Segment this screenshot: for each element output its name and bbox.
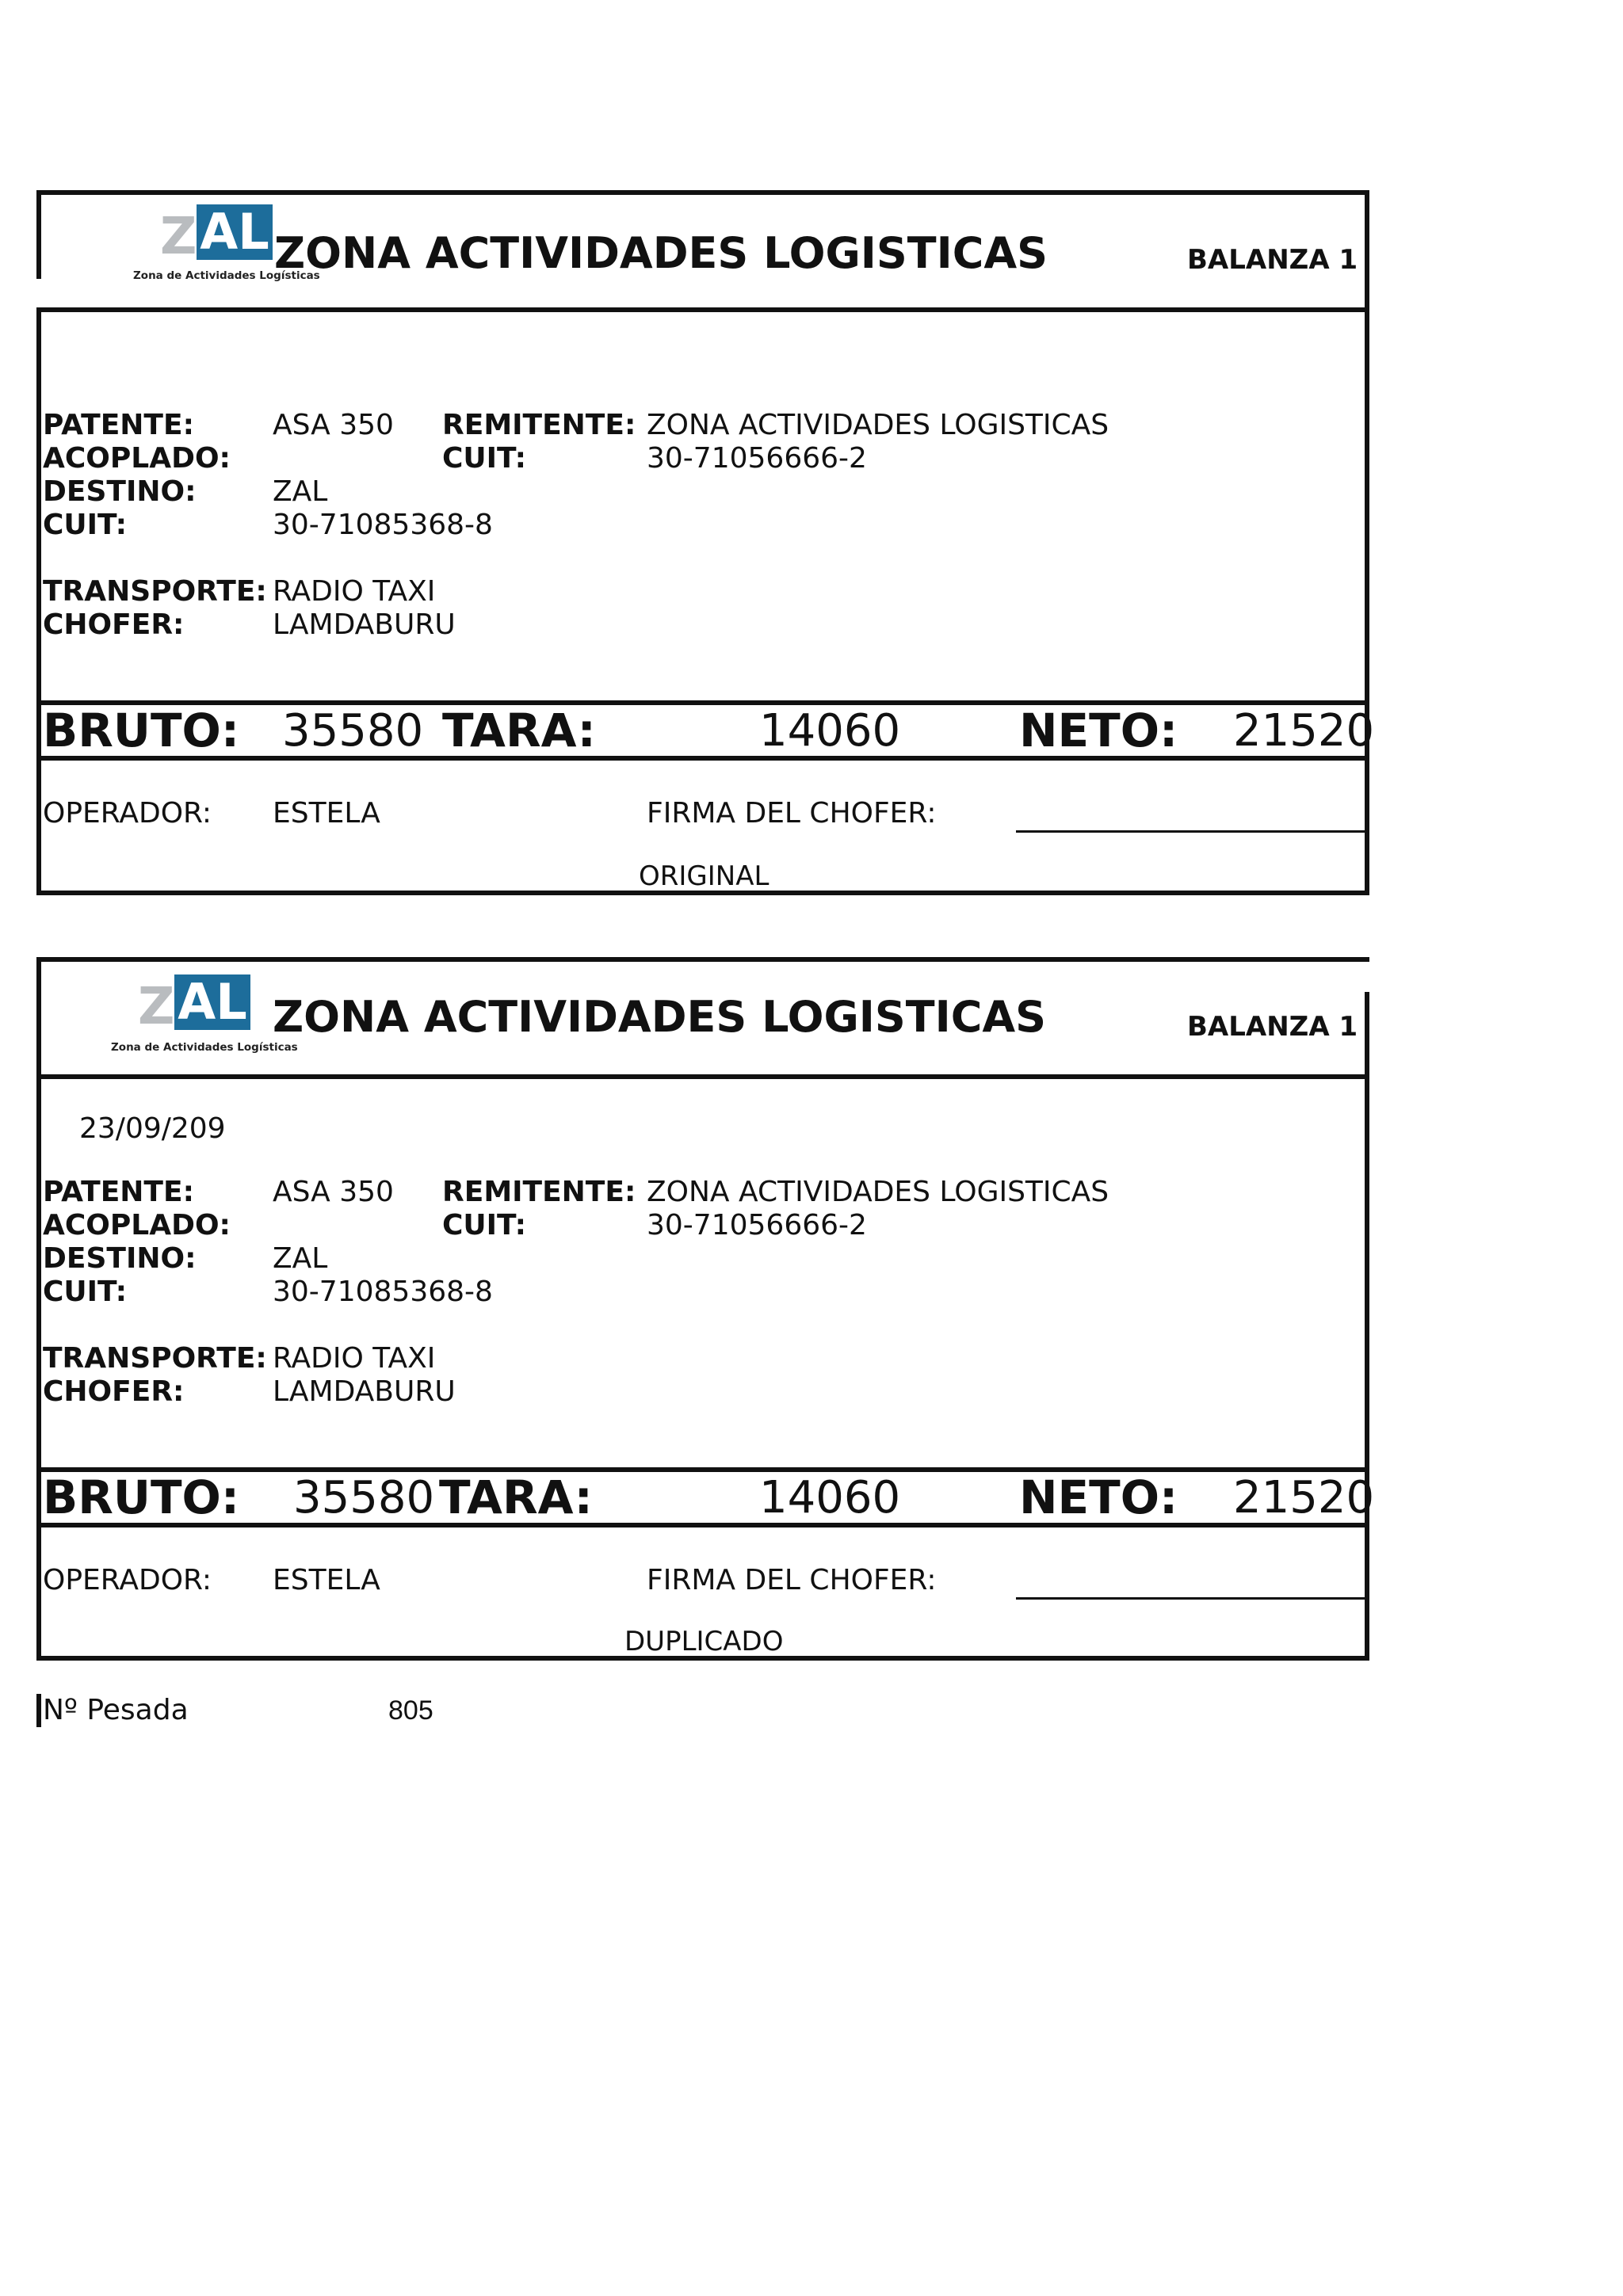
transporte-label: TRANSPORTE: — [43, 575, 267, 608]
ticket-title: ZONA ACTIVIDADES LOGISTICAS — [274, 228, 1048, 278]
ticket-duplicado — [36, 957, 1375, 1661]
bruto-label: BRUTO: — [43, 704, 240, 757]
firma-chofer-label: FIRMA DEL CHOFER: — [647, 797, 937, 830]
border-right — [1365, 190, 1369, 895]
transporte-value: RADIO TAXI — [273, 1342, 436, 1375]
neto-label: NETO: — [1019, 704, 1178, 757]
pesada-label: Nº Pesada — [43, 1694, 189, 1726]
chofer-label: CHOFER: — [43, 1375, 185, 1408]
neto-label: NETO: — [1019, 1470, 1178, 1524]
logo-mark-al: AL — [197, 204, 273, 260]
border-left-header — [36, 190, 41, 279]
cuit-destino-value: 30-71085368-8 — [273, 509, 493, 541]
chofer-label: CHOFER: — [43, 608, 185, 641]
operador-label: OPERADOR: — [43, 1564, 212, 1596]
header-divider — [36, 307, 1369, 312]
tara-label: TARA: — [439, 1470, 593, 1524]
remitente-value: ZONA ACTIVIDADES LOGISTICAS — [647, 1176, 1109, 1208]
neto-value: 21520 — [1233, 705, 1375, 757]
header-divider — [36, 1074, 1369, 1079]
tara-value: 14060 — [759, 705, 901, 757]
neto-value: 21520 — [1233, 1472, 1375, 1524]
copy-label: ORIGINAL — [639, 860, 769, 892]
cuit-remitente-label: CUIT: — [442, 442, 527, 475]
border-top — [36, 957, 1369, 962]
ticket-title: ZONA ACTIVIDADES LOGISTICAS — [273, 992, 1047, 1042]
logo-mark-z: Z — [138, 978, 174, 1036]
border-top — [36, 190, 1369, 195]
tara-value: 14060 — [759, 1472, 901, 1524]
copy-label: DUPLICADO — [624, 1626, 784, 1657]
acoplado-label: ACOPLADO: — [43, 1209, 231, 1241]
bruto-label: BRUTO: — [43, 1470, 240, 1524]
destino-value: ZAL — [273, 475, 328, 508]
patente-label: PATENTE: — [43, 1176, 194, 1208]
border-left — [36, 307, 41, 895]
cuit-destino-label: CUIT: — [43, 509, 128, 541]
logo-mark-al: AL — [174, 974, 250, 1030]
chofer-value: LAMDABURU — [273, 608, 456, 641]
logo-mark-z: Z — [160, 208, 196, 266]
destino-label: DESTINO: — [43, 1242, 197, 1275]
remitente-value: ZONA ACTIVIDADES LOGISTICAS — [647, 409, 1109, 441]
destino-value: ZAL — [273, 1242, 328, 1275]
patente-value: ASA 350 — [273, 1176, 394, 1208]
logo-subtitle: Zona de Actividades Logísticas — [111, 1041, 298, 1054]
acoplado-label: ACOPLADO: — [43, 442, 231, 475]
pesada-number: 805 — [388, 1695, 433, 1726]
cuit-remitente-value: 30-71056666-2 — [647, 1209, 867, 1241]
remitente-label: REMITENTE: — [442, 1176, 636, 1208]
border-left — [36, 957, 41, 1661]
bruto-value: 35580 — [282, 705, 424, 757]
operador-label: OPERADOR: — [43, 797, 212, 830]
cuit-remitente-value: 30-71056666-2 — [647, 442, 867, 475]
bruto-value: 35580 — [293, 1472, 435, 1524]
ticket-date: 23/09/209 — [79, 1112, 226, 1145]
operador-value: ESTELA — [273, 797, 380, 830]
firma-chofer-label: FIRMA DEL CHOFER: — [647, 1564, 937, 1596]
remitente-label: REMITENTE: — [442, 409, 636, 441]
destino-label: DESTINO: — [43, 475, 197, 508]
balanza-label: BALANZA 1 — [1187, 244, 1358, 276]
transporte-value: RADIO TAXI — [273, 575, 436, 608]
cuit-destino-label: CUIT: — [43, 1276, 128, 1308]
tara-label: TARA: — [442, 704, 596, 757]
operador-value: ESTELA — [273, 1564, 380, 1596]
transporte-label: TRANSPORTE: — [43, 1342, 267, 1375]
chofer-value: LAMDABURU — [273, 1375, 456, 1408]
firma-line — [1016, 1597, 1365, 1600]
pesada-marker — [36, 1694, 41, 1727]
cuit-destino-value: 30-71085368-8 — [273, 1276, 493, 1308]
patente-label: PATENTE: — [43, 409, 194, 441]
logo-subtitle: Zona de Actividades Logísticas — [133, 269, 320, 282]
balanza-label: BALANZA 1 — [1187, 1011, 1358, 1043]
ticket-original — [36, 190, 1375, 895]
firma-line — [1016, 830, 1365, 833]
zal-logo — [73, 973, 298, 1060]
border-right — [1365, 992, 1369, 1661]
patente-value: ASA 350 — [273, 409, 394, 441]
cuit-remitente-label: CUIT: — [442, 1209, 527, 1241]
